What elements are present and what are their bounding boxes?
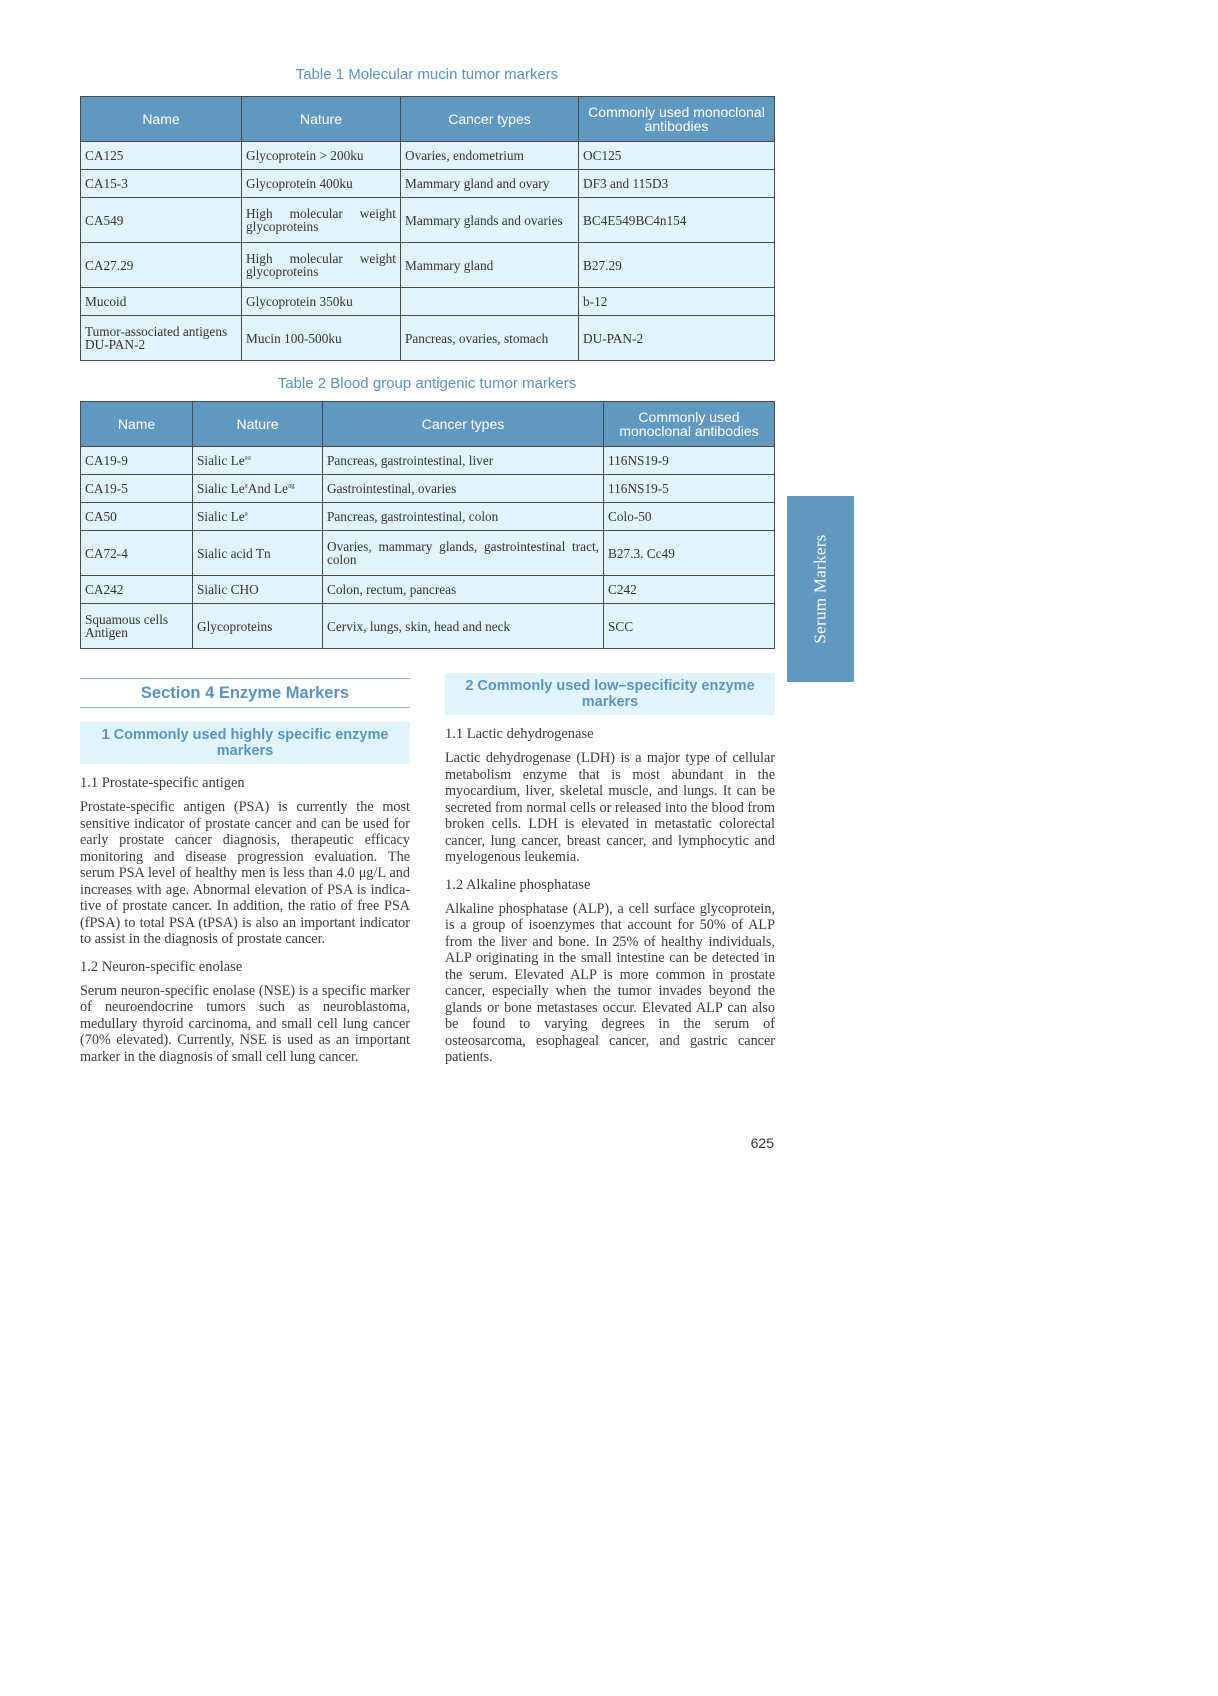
table1-caption: Table 1 Molecular mucin tumor markers [295,66,559,83]
table-cell: Tumor-associated antigens DU-PAN-2 [81,316,242,361]
table-cell: High molecular weight glycoproteins [242,243,401,288]
table-cell: CA50 [81,503,193,531]
table2-header-name: Name [81,402,193,447]
page-number: 625 [750,1135,774,1151]
table-row [81,198,775,243]
table-cell: CA19-5 [81,475,193,503]
item-heading: 1.2 Alkaline phosphatase [445,876,591,893]
table1 [80,96,775,361]
subsection-title-text: 1 Commonly used highly specific enzyme markers [101,727,389,759]
table-cell: SCC [604,604,775,649]
table-cell [193,475,323,503]
table-cell: Gastrointestinal, ovaries [323,475,604,503]
table-cell: b-12 [579,288,775,316]
table-cell: Mucin 100-500ku [242,316,401,361]
right-column [445,673,775,1066]
section-title: Section 4 Enzyme Markers [80,678,410,708]
table-row [81,503,775,531]
table-cell: Sialic acid Tn [193,531,323,576]
table-cell: OC125 [579,142,775,170]
side-tab-label: Serum Markers [810,534,830,644]
table-cell: CA72-4 [81,531,193,576]
table-cell: Glycoprotein 350ku [242,288,401,316]
table-cell: Mammary gland and ovary [401,170,579,198]
table-row [81,447,775,475]
table-cell: Mammary gland [401,243,579,288]
table-cell: Pancreas, gastrointestinal, colon [323,503,604,531]
table-row [81,316,775,361]
cell-text: Sialic Le [197,481,245,496]
table-row [81,288,775,316]
table1-header-antibodies: Commonly used monoclonal antibodies [579,97,775,142]
table-cell: Sialic CHO [193,576,323,604]
table-cell: Glycoproteins [193,604,323,649]
table-cell: DU-PAN-2 [579,316,775,361]
table2-header-row [81,402,775,447]
table-cell: B27.3. Cc49 [604,531,775,576]
table-cell: Squamous cells Antigen [81,604,193,649]
item-heading: 1.2 Neuron-specific enolase [80,958,243,975]
item-heading: 1.1 Prostate-specific antigen [80,775,245,791]
item-paragraph: Lactic dehydrogenase (LDH) is a major type of cellular metabolism enzyme that is most abundant in the myocardium, liver, skeletal muscle, and lungs. It can be secreted from normal cells or released into the blood from broken cells. LDH is elevated in metastatic colorectal cancer, lung cancer, breast cancer, and lymphocytic and myelogenous leukemia. [445,750,775,865]
table1-header-row [81,97,775,142]
table-cell [193,447,323,475]
table1-header-name: Name [81,97,242,142]
item-heading: 1.1 Lactic dehydrogenase [445,726,594,742]
superscript: ag [288,481,295,490]
table-cell: B27.29 [579,243,775,288]
table-cell: CA19-9 [81,447,193,475]
table-row [81,531,775,576]
table-cell: DF3 and 115D3 [579,170,775,198]
table-row [81,243,775,288]
table-cell: CA549 [81,198,242,243]
cell-text: And Le [247,481,288,496]
item-paragraph: Prostate-specific antigen (PSA) is currently the most sensitive indicator of prostate cancer and can be used for early prostate cancer diagnosis, therapeutic efficacy monitoring and disease progression evaluation. The serum PSA level of healthy men is less than 4.0 μg/L and increases with age. Abnormal elevation of PSA is indicative of prostate cancer. In addition, the ratio of free PSA (fPSA) to total PSA (tPSA) is also an important indicator to assist in the diagnosis of prostate cancer. [80,799,410,947]
table-cell: 116NS19-9 [604,447,775,475]
table-cell: Ovaries, endometrium [401,142,579,170]
table-cell: Pancreas, ovaries, stomach [401,316,579,361]
item-paragraph: Alkaline phosphatase (ALP), a cell surface glycoprotein, is a group of isoenzymes that account for 50% of ALP from the liver and bone. In 25% of healthy individuals, ALP originating in the small intestine can be detected in the serum. Elevated ALP is more common in prostate cancer, especially when the tumor invades beyond the glands or bone metastases occur. Elevated ALP can also be found to varying degrees in the serum of osteosarcoma, esophageal cancer, and gastric cancer patients. [445,900,775,1065]
superscript: a [244,509,248,518]
table-cell [193,503,323,531]
table-cell: C242 [604,576,775,604]
table-cell: Colon, rectum, pancreas [323,576,604,604]
table-cell: Glycoprotein 400ku [242,170,401,198]
subsection-title-high-specificity [80,722,410,764]
table-cell: 116NS19-5 [604,475,775,503]
table-row [81,170,775,198]
table-row [81,142,775,170]
table-cell: High molecular weight glycoproteins [242,198,401,243]
table-row [81,576,775,604]
table-cell: Ovaries, mammary glands, gastrointestinal tract, colon [323,531,604,576]
table-cell: CA125 [81,142,242,170]
table2-header-antibodies: Commonly used monoclonal antibodies [604,402,775,447]
table2-header-cancer-types: Cancer types [323,402,604,447]
table-cell: CA15-3 [81,170,242,198]
table-cell: Pancreas, gastrointestinal, liver [323,447,604,475]
left-column [80,678,410,1065]
cell-text: Sialic Le [197,453,245,468]
table2-header-nature: Nature [193,402,323,447]
table-cell [401,288,579,316]
table-cell: Mucoid [81,288,242,316]
table-cell: BC4E549BC4n154 [579,198,775,243]
cell-text: Sialic Le [197,509,245,524]
table-cell: Glycoprotein > 200ku [242,142,401,170]
superscript: a [244,481,248,490]
table1-header-nature: Nature [242,97,401,142]
table-cell: Colo-50 [604,503,775,531]
table1-header-cancer-types: Cancer types [401,97,579,142]
table2 [80,401,775,649]
table-cell: CA27.29 [81,243,242,288]
subsection-title-text: 2 Commonly used low–specificity enzyme markers [465,678,755,710]
table-cell: Cervix, lungs, skin, head and neck [323,604,604,649]
table-cell: CA242 [81,576,193,604]
table-row [81,604,775,649]
table2-caption: Table 2 Blood group antigenic tumor markers [277,375,577,392]
subsection-title-low-specificity [445,673,775,715]
side-tab-serum-markers [787,496,854,682]
table-cell: Mammary glands and ovaries [401,198,579,243]
superscript: aa [244,453,251,462]
table-row [81,475,775,503]
item-paragraph: Serum neuron-specific enolase (NSE) is a specific marker of neuroendocrine tumors such as neuroblastoma, medullary thyroid carcinoma, and small cell lung cancer (70% elevated). Currently, NSE is used as an important marker in the diagnosis of small cell lung cancer. [80,982,410,1065]
